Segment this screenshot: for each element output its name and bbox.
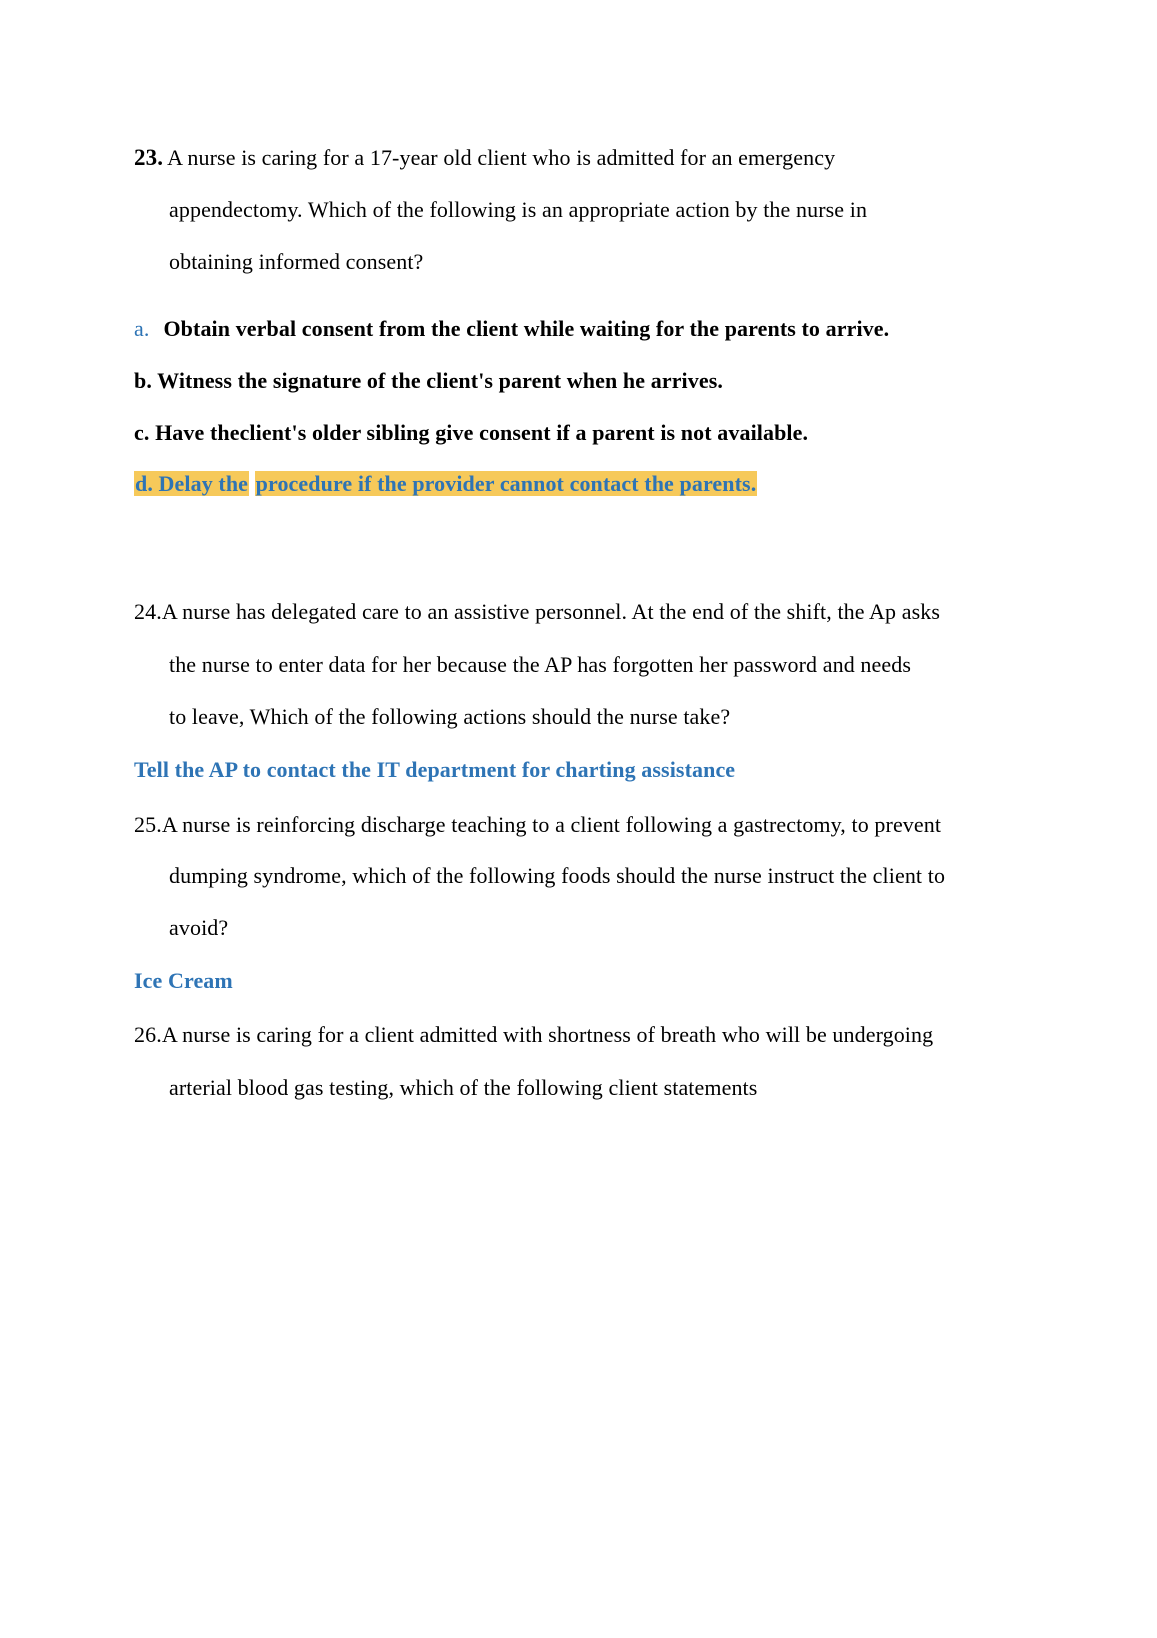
question-stem: A nurse is reinforcing discharge teaching to a client following a gastrectomy, to prevent bbox=[161, 812, 942, 837]
answer-25: Ice Cream bbox=[134, 968, 233, 993]
question-stem: the nurse to enter data for her because the AP has forgotten her password and needs bbox=[169, 652, 912, 677]
question-26-line-1 bbox=[134, 1021, 933, 1049]
question-stem: dumping syndrome, which of the following foods should the nurse instruct the client to bbox=[169, 863, 946, 888]
option-b: b. Witness the signature of the client's parent when he arrives. bbox=[134, 368, 723, 393]
option-text: Obtain verbal consent from the client while waiting for the parents to arrive. bbox=[163, 316, 890, 341]
question-stem: A nurse has delegated care to an assistive personnel. At the end of the shift, the Ap asks bbox=[161, 599, 941, 624]
question-24-line-1 bbox=[134, 598, 940, 626]
question-stem: to leave, Which of the following actions should the nurse take? bbox=[169, 704, 731, 729]
question-number: 26. bbox=[134, 1022, 162, 1047]
question-stem: A nurse is caring for a 17-year old client who is admitted for an emergency bbox=[167, 145, 836, 170]
option-letter: a. bbox=[134, 316, 150, 341]
question-number: 23. bbox=[134, 145, 164, 170]
question-stem: avoid? bbox=[169, 915, 229, 940]
question-stem: appendectomy. Which of the following is an appropriate action by the nurse in bbox=[169, 197, 868, 222]
question-number: 25. bbox=[134, 812, 162, 837]
question-number: 24. bbox=[134, 599, 162, 624]
question-stem: arterial blood gas testing, which of the following client statements bbox=[169, 1075, 758, 1100]
highlighted-answer: procedure if the provider cannot contact the parents. bbox=[255, 471, 757, 496]
option-d-answer bbox=[134, 470, 757, 498]
question-23-line-1 bbox=[134, 144, 835, 172]
option-c: c. Have theclient's older sibling give consent if a parent is not available. bbox=[134, 420, 809, 445]
question-stem: obtaining informed consent? bbox=[169, 249, 424, 274]
option-a bbox=[134, 315, 889, 343]
highlighted-answer: d. Delay the bbox=[135, 471, 249, 496]
question-25-line-1 bbox=[134, 811, 941, 839]
answer-24: Tell the AP to contact the IT department for charting assistance bbox=[134, 757, 736, 782]
question-stem: A nurse is caring for a client admitted with shortness of breath who will be undergoing bbox=[161, 1022, 934, 1047]
